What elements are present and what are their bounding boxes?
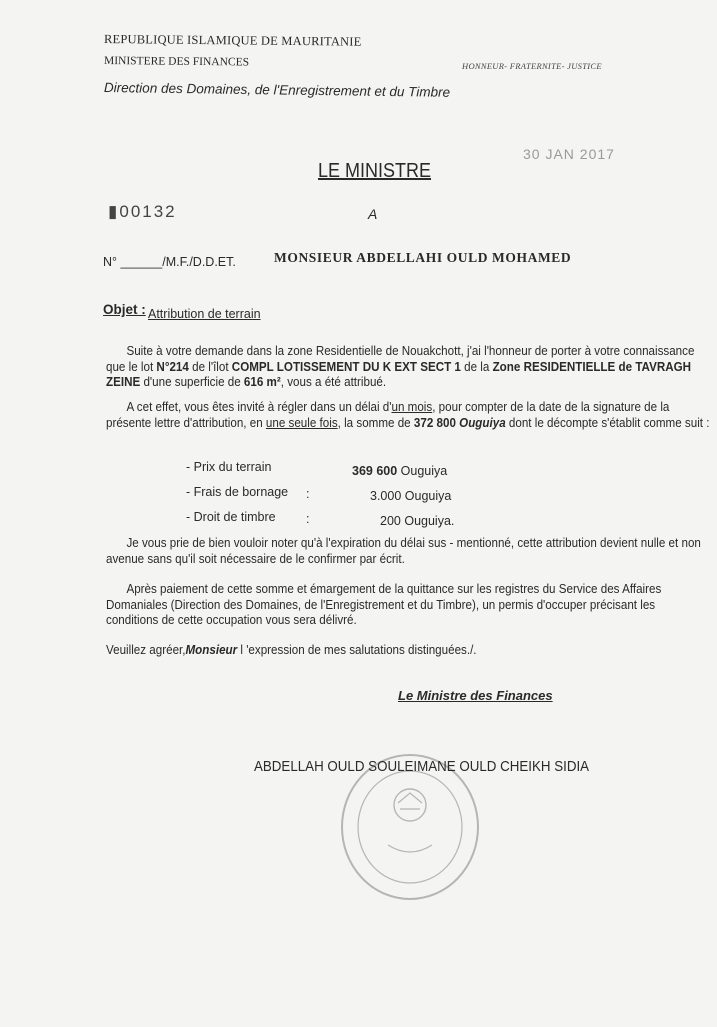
objet-text: Attribution de terrain <box>148 307 261 321</box>
fee-unit: Ouguiya. <box>404 514 455 528</box>
header-ministry: MINISTERE DES FINANCES <box>103 55 250 69</box>
signer-name: ABDELLAH OULD SOULEIMANE OULD CHEIKH SIDIA <box>254 759 590 775</box>
zone-name: Zone RESIDENTIELLE de TAVRAGH ZEINE <box>106 359 692 389</box>
closing-a: Veuillez agréer, <box>106 643 186 657</box>
objet-label: Objet : <box>103 302 146 317</box>
header-republic: REPUBLIQUE ISLAMIQUE DE MAURITANIE <box>103 32 362 49</box>
once-value: une seule fois <box>265 415 338 430</box>
reference-number-value: 00132 <box>119 202 177 221</box>
date-stamp: 30 JAN 2017 <box>523 146 615 162</box>
paragraph-attribution <box>106 344 711 391</box>
p2-text-b: , pour compter de la date de la signature de la présente lettre d'attribution, en <box>106 400 670 430</box>
p1-text-a: Suite à votre demande dans la zone Residentielle de Nouakchott, j'ai l'honneur de porter à votre connaissance que le lot <box>106 344 695 374</box>
to-label: A <box>368 206 378 222</box>
paragraph-payment <box>106 400 711 431</box>
fee-amount-value: 369 600 <box>352 464 398 478</box>
closing-monsieur: Monsieur <box>185 643 238 657</box>
fee-amount <box>370 489 451 503</box>
p1-text-d: d'une superficie de <box>140 375 244 389</box>
p2-text-a: A cet effet, vous êtes invité à régler dans un délai d' <box>126 400 392 414</box>
header-direction: Direction des Domaines, de l'Enregistrement et du Timbre <box>103 80 451 100</box>
paragraph-closing <box>106 643 711 659</box>
fee-amount <box>352 464 447 478</box>
ref-suffix: /M.F./D.D.ET. <box>162 255 236 269</box>
delay-value: un mois <box>391 400 433 414</box>
fee-amount-value: 3.000 <box>370 489 402 503</box>
fee-amount <box>380 514 454 528</box>
ref-prefix: N° <box>103 255 118 269</box>
lot-number: N°214 <box>156 359 189 374</box>
total-currency: Ouguiya <box>459 415 506 430</box>
total-amount: 372 800 <box>413 415 456 430</box>
ilot-name: COMPL LOTISSEMENT DU K EXT SECT 1 <box>231 359 461 374</box>
recipient: MONSIEUR ABDELLAHI OULD MOHAMED <box>274 250 572 265</box>
fee-colon: : <box>306 512 310 526</box>
fee-label: - Prix du terrain <box>186 460 272 474</box>
ref-blank: ______ <box>120 255 163 269</box>
p1-text-e: , vous a été attribué. <box>280 375 387 389</box>
reference-number <box>108 202 177 222</box>
header-motto: HONNEUR- FRATERNITE- JUSTICE <box>462 61 602 71</box>
closing-b: l 'expression de mes salutations distinguées./. <box>237 643 477 657</box>
fee-colon: : <box>306 487 310 501</box>
area-value: 616 m² <box>243 375 281 389</box>
p2-text-d: dont le décompte s'établit comme suit : <box>505 415 710 430</box>
ref-stamp-mark: ▮ <box>108 202 120 221</box>
p1-text-b: de l'îlot <box>188 359 232 374</box>
fee-unit: Ouguiya <box>400 464 448 478</box>
fee-amount-value: 200 <box>380 514 401 528</box>
p2-text-c: , la somme de <box>337 415 414 430</box>
p1-text-c: de la <box>460 359 493 374</box>
ref-line <box>103 255 236 269</box>
paragraph-permit: Après paiement de cette somme et émargement de la quittance sur les registres du Service des Affaires Domaniales (Direction des Domaines, de l'Enregistrement et du Timbre), un permis d'occuper précisant les conditions de cette occupation vous sera délivré. <box>106 582 662 627</box>
fee-label: - Droit de timbre <box>186 510 276 524</box>
page-title: LE MINISTRE <box>318 160 432 182</box>
signature-title: Le Ministre des Finances <box>398 688 553 703</box>
fee-label: - Frais de bornage <box>186 485 289 499</box>
fee-unit: Ouguiya <box>404 489 452 503</box>
paragraph-deadline: Je vous prie de bien vouloir noter qu'à l'expiration du délai sus - mentionné, cette attribution devient nulle et non avenue sans qu'il soit nécessaire de le confirmer par écrit. <box>106 536 701 566</box>
